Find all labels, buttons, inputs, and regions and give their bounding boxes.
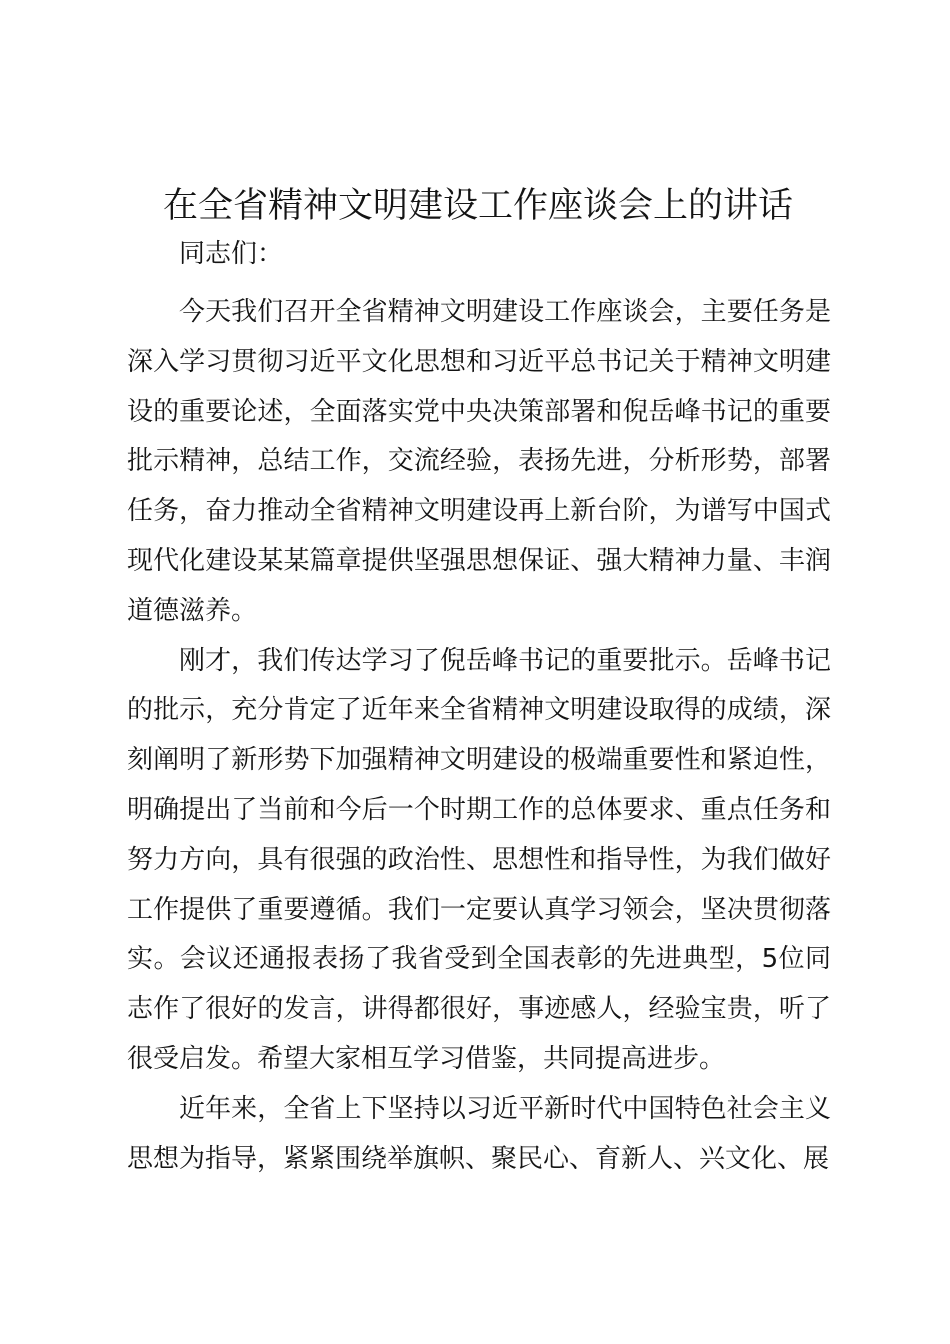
- paragraph-1: 今天我们召开全省精神文明建设工作座谈会，主要任务是深入学习贯彻习近平文化思想和习近平总书记关于精神文明建设的重要论述，全面落实党中央决策部署和倪岳峰书记的重要批示精神，总结工作，交流经验，表扬先进，分析形势，部署任务，奋力推动全省精神文明建设再上新台阶，为谱写中国式现代化建设某某篇章提供坚强思想保证、强大精神力量、丰润道德滋养。: [127, 297, 831, 626]
- document-title: 在全省精神文明建设工作座谈会上的讲话: [162, 186, 793, 226]
- paragraph-3: 近年来，全省上下坚持以习近平新时代中国特色社会主义思想为指导，紧紧围绕举旗帜、聚民心、育新人、兴文化、展: [127, 1093, 831, 1174]
- salutation: 同志们：: [179, 239, 284, 269]
- document-body: [127, 228, 831, 1184]
- paragraph-2: 刚才，我们传达学习了倪岳峰书记的重要批示。岳峰书记的批示，充分肯定了近年来全省精神文明建设取得的成绩，深刻阐明了新形势下加强精神文明建设的极端重要性和紧迫性，明确提出了当前和今后一个时期工作的总体要求、重点任务和努力方向，具有很强的政治性、思想性和指导性，为我们做好工作提供了重要遵循。我们一定要认真学习领会，坚决贯彻落实。会议还通报表扬了我省受到全国表彰的先进典型，5位同志作了很好的发言，讲得都很好，事迹感人，经验宝贵，听了很受启发。希望大家相互学习借鉴，共同提高进步。: [127, 645, 831, 1074]
